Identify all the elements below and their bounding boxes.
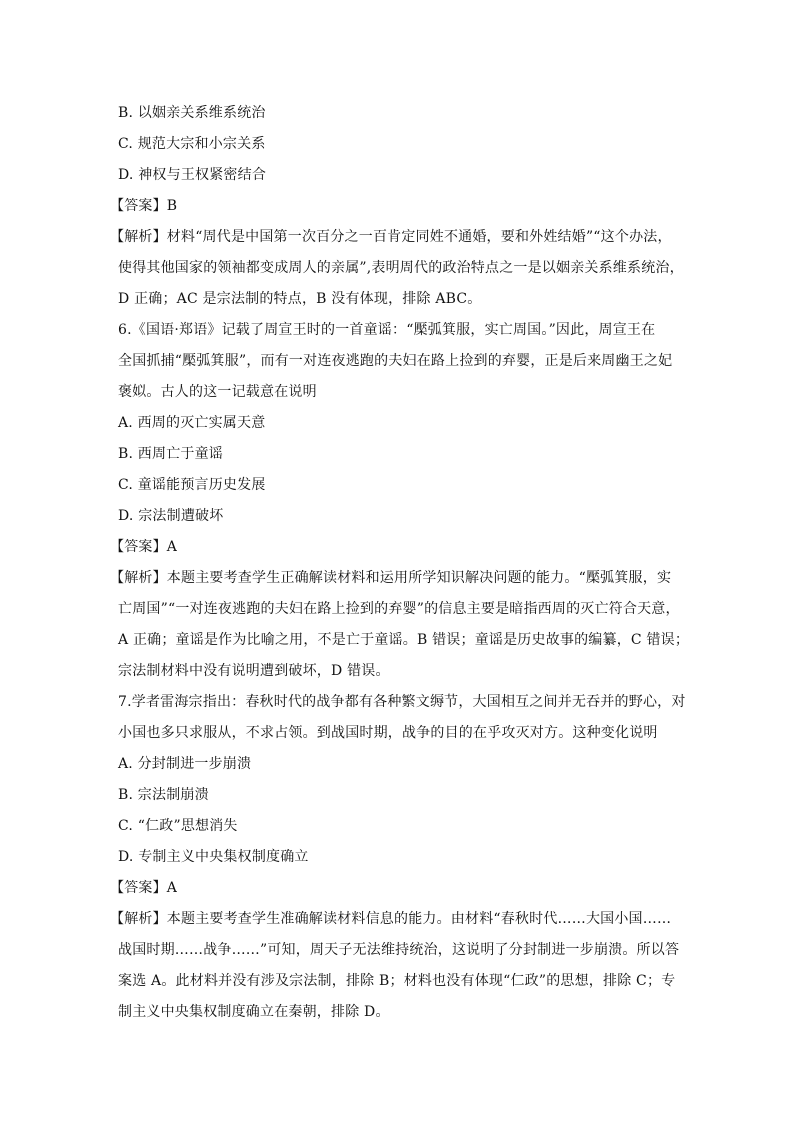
q7-option-b: B. 宗法制崩溃 — [118, 787, 209, 803]
q6-option-b: B. 西周亡于童谣 — [118, 446, 223, 462]
q5-analysis-line-2: 使得其他国家的领袖都变成周人的亲属”,表明周代的政治特点之一是以姻亲关系维系统治， — [118, 260, 684, 276]
q7-analysis-line-2: 战国时期……战争……”可知，周天子无法维持统治，这说明了分封制进一步崩溃。所以答 — [118, 942, 680, 958]
q7-analysis-line-4: 制主义中央集权制度确立在秦朝，排除 D。 — [118, 1004, 390, 1020]
q7-answer: 【答案】A — [110, 880, 178, 896]
q7-analysis-line-3: 案选 A。此材料并没有涉及宗法制，排除 B；材料也没有体现“仁政”的思想，排除 C；专 — [118, 973, 676, 989]
q7-option-a: A. 分封制进一步崩溃 — [118, 756, 252, 772]
q6-stem-line-3: 褒姒。古人的这一记载意在说明 — [118, 384, 317, 400]
q6-stem-line-1: 6.《国语·郑语》记载了周宣王时的一首童谣：“檿弧箕服，实亡周国。”因此，周宣王在 — [118, 322, 656, 338]
q6-option-a: A. 西周的灭亡实属天意 — [118, 415, 266, 431]
q6-analysis-line-3: A 正确；童谣是作为比喻之用，不是亡于童谣。B 错误；童谣是历史故事的编纂，C 错误； — [118, 632, 690, 648]
q5-answer: 【答案】B — [110, 198, 178, 214]
q6-option-c: C. 童谣能预言历史发展 — [118, 477, 266, 493]
q7-stem-line-1: 7.学者雷海宗指出：春秋时代的战争都有各种繁文缛节，大国相互之间并无吞并的野心，对 — [118, 694, 686, 710]
q6-answer: 【答案】A — [110, 539, 178, 555]
q6-stem-line-2: 全国抓捕“檿弧箕服”，而有一对连夜逃跑的夫妇在路上捡到的弃婴，正是后来周幽王之妃 — [118, 353, 673, 369]
q6-analysis-line-4: 宗法制材料中没有说明遭到破坏，D 错误。 — [118, 663, 390, 679]
q5-analysis-line-1: 【解析】材料“周代是中国第一次百分之一百肯定同姓不通婚，要和外姓结婚”“这个办法， — [110, 229, 672, 245]
q6-analysis-line-2: 亡周国”“一对连夜逃跑的夫妇在路上捡到的弃婴”的信息主要是暗指西周的灭亡符合天意， — [118, 601, 680, 617]
q7-option-c: C. “仁政”思想消失 — [118, 818, 238, 834]
q7-stem-line-2: 小国也多只求服从，不求占领。到战国时期，战争的目的在乎攻灭对方。这种变化说明 — [118, 725, 658, 741]
document-page — [110, 98, 690, 1028]
q7-option-d: D. 专制主义中央集权制度确立 — [118, 849, 309, 865]
q5-option-d: D. 神权与王权紧密结合 — [118, 167, 267, 183]
q5-option-c: C. 规范大宗和小宗关系 — [118, 136, 266, 152]
q7-analysis-line-1: 【解析】本题主要考查学生准确解读材料信息的能力。由材料“春秋时代……大国小国…… — [110, 911, 672, 927]
q5-analysis-line-3: D 正确；AC 是宗法制的特点，B 没有体现，排除 ABC。 — [118, 291, 482, 307]
q6-analysis-line-1: 【解析】本题主要考查学生正确解读材料和运用所学知识解决问题的能力。“檿弧箕服，实 — [110, 570, 672, 586]
q6-option-d: D. 宗法制遭破坏 — [118, 508, 224, 524]
q5-option-b: B. 以姻亲关系维系统治 — [118, 105, 266, 121]
